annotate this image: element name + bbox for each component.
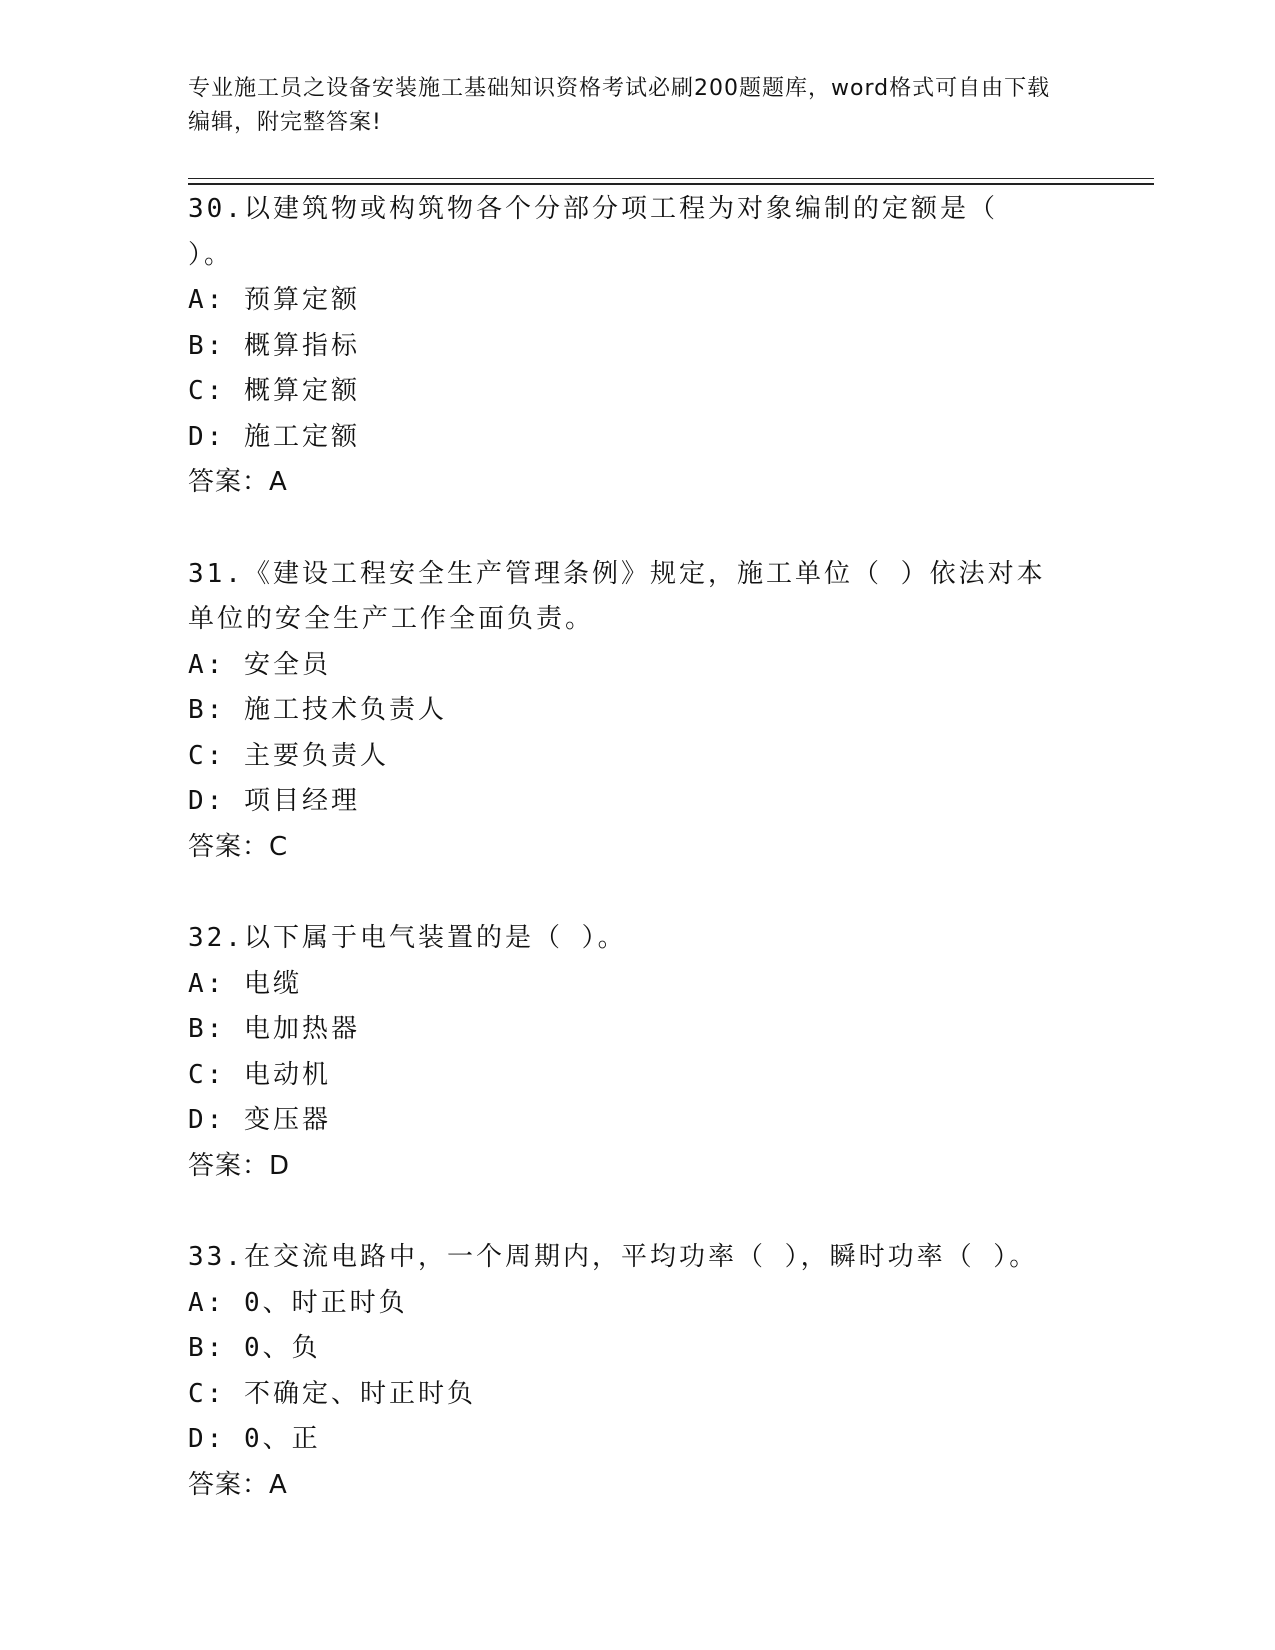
option-a: A: 0、时正时负 — [188, 1287, 408, 1318]
header-divider-thick — [188, 183, 1154, 185]
question-list — [188, 187, 1088, 1554]
question-stem: 33.在交流电路中，一个周期内，平均功率（ ），瞬时功率（ ）。 — [188, 1242, 1039, 1272]
question-30 — [188, 187, 1088, 506]
question-33 — [188, 1235, 1088, 1508]
option-a: A: 安全员 — [188, 649, 331, 680]
question-stem: 30.以建筑物或构筑物各个分部分项工程为对象编制的定额是（ ）。 — [188, 194, 1017, 270]
answer-label: 答案： — [188, 467, 270, 497]
answer-line — [188, 1463, 1088, 1509]
option-c: C: 不确定、时正时负 — [188, 1378, 476, 1409]
answer-line — [188, 1144, 1088, 1190]
answer-value: D — [269, 1150, 291, 1181]
option-c: C: 概算定额 — [188, 376, 360, 406]
answer-value: A — [269, 1469, 288, 1500]
header-divider-thin — [188, 178, 1154, 179]
answer-label: 答案： — [188, 831, 270, 862]
option-b: B: 电加热器 — [188, 1014, 360, 1044]
option-d: D: 项目经理 — [188, 786, 360, 816]
question-31 — [188, 552, 1088, 871]
answer-label: 答案： — [188, 1150, 270, 1181]
option-b: B: 施工技术负责人 — [188, 695, 447, 725]
answer-value: A — [269, 467, 288, 497]
question-32 — [188, 916, 1088, 1189]
option-c: C: 主要负责人 — [188, 740, 389, 771]
question-stem: 31.《建设工程安全生产管理条例》规定，施工单位（ ）依法对本单位的安全生产工作全面负责。 — [188, 558, 1046, 634]
option-d: D: 变压器 — [188, 1105, 331, 1135]
answer-label: 答案： — [188, 1469, 270, 1500]
option-c: C: 电动机 — [188, 1059, 331, 1090]
option-b: B: 0、负 — [188, 1333, 321, 1363]
answer-line — [188, 825, 1088, 871]
document-header: 专业施工员之设备安装施工基础知识资格考试必刷200题题库，word格式可自由下载编辑，附完整答案! — [188, 76, 1051, 135]
answer-line — [188, 460, 1088, 506]
question-stem: 32.以下属于电气装置的是（ ）。 — [188, 923, 627, 953]
option-a: A: 预算定额 — [188, 285, 360, 315]
option-d: D: 0、正 — [188, 1424, 321, 1454]
option-d: D: 施工定额 — [188, 421, 360, 452]
answer-value: C — [269, 831, 289, 862]
option-a: A: 电缆 — [188, 968, 302, 999]
option-b: B: 概算指标 — [188, 330, 360, 361]
